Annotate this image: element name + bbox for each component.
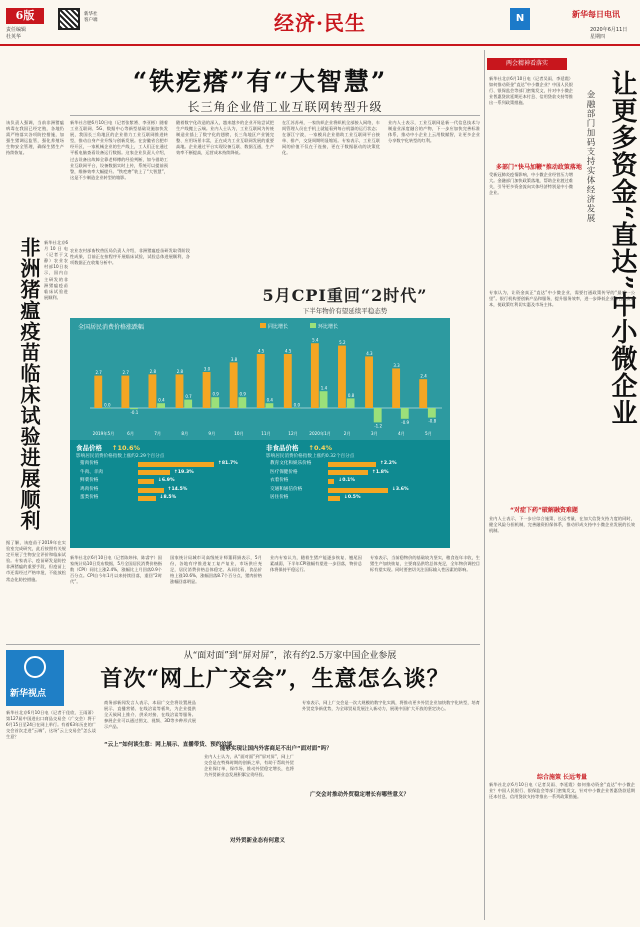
bottom-body-col4: 专家表示，网上广交会是一次大规模的数字化实践，将推动更多外贸企业加快数字化转型，培育外贸竞争新优势，为全球贸易发展注入新动力，展现中国扩大开放的坚定决心。 bbox=[302, 700, 480, 712]
price-row-value: ↓3.6% bbox=[392, 486, 409, 492]
camera-icon bbox=[24, 656, 46, 678]
sidebar-bottom-heading: 综合施策 长远考量 bbox=[536, 774, 588, 781]
chart-bar-yoy[interactable] bbox=[203, 372, 211, 408]
chart-bar-mom[interactable] bbox=[130, 408, 138, 409]
editor-label: 责任编辑 bbox=[6, 27, 27, 33]
price-row-bar bbox=[138, 470, 170, 475]
lead-body-col2: 随着数字化改造的深入，越来越多的企业开始尝试把生产线搬上云端。业内人士认为，工业互联网为传统制造业插上了数字化的翅膀，长三角地区产业链完整、应用场景丰富，正在成为工业互联网发展的重要高地。企业通过平台实现设备互联、数据互通，生产效率不断提高，运营成本持续降低。 bbox=[176, 120, 274, 156]
food-price-rows bbox=[76, 460, 254, 503]
bottom-body-col2: 商务部新闻发言人表示，本届广交会将设置展品展示、直播营销、在线洽谈等板块，为企业提供全天候网上推介、供采对接、在线洽谈等服务。参展企业可以通过图文、视频、3D等多种形式展示产品。 bbox=[104, 700, 196, 730]
date-text: 2020年6月11日 bbox=[590, 27, 628, 33]
price-row-label: 居住价格 bbox=[270, 495, 289, 501]
bottom-subhead-3: 对外贸新业态有何意义 bbox=[230, 838, 286, 844]
food-header-value: ↑10.6% bbox=[112, 444, 140, 452]
nonfood-price-header bbox=[266, 444, 444, 453]
chart-data-label: 2.8 bbox=[149, 368, 157, 374]
bottom-subhead-1: “云上”如何谈生意：网上展示、直播带货、预约洽谈 bbox=[104, 742, 233, 748]
chart-bar-yoy[interactable] bbox=[311, 343, 319, 408]
price-row-value: ↓8.5% bbox=[159, 495, 177, 501]
chart-x-tick-label: 2019年5月 bbox=[92, 431, 115, 436]
chart-data-label: 2.8 bbox=[176, 368, 184, 374]
price-row-label: 医疗保健价格 bbox=[270, 469, 298, 475]
sidebar-body-5: 新华社北京6月10日电（记者吴雨、李延霞）如何推动资金“直达”中小微企业？中国人民银行、银保监会等部门密集发文，针对中小微企业普惠贷款延期还本付息、信用贷款支持等推出一系列政策措施。 bbox=[489, 782, 635, 800]
chart-data-label: -0.1 bbox=[130, 410, 139, 416]
price-row-bar bbox=[328, 496, 340, 501]
price-row-label: 交通和通信价格 bbox=[270, 486, 303, 492]
food-price-subhead: 影响居民消费价格指数上涨约2.29个百分点 bbox=[76, 454, 165, 459]
price-row-bar bbox=[138, 479, 154, 484]
page-number-badge: 6版 bbox=[6, 8, 44, 24]
price-row-label: 蛋类价格 bbox=[80, 495, 99, 501]
left-body-col3: 农业农村部畜牧兽医局负责人介绍，非洲猪瘟疫苗研发取得阶段性成果，目前正在按程序开展临床试验，试验总体进展顺利，各项数据正在收集分析中。 bbox=[70, 248, 190, 266]
left-body-col1: 新华社北京6月10日电（记者于文静）农业农村部10日表示，国内自主研发的非洲猪瘟疫苗临床试验进展顺利。 bbox=[44, 240, 68, 300]
food-price-header bbox=[76, 444, 254, 453]
chart-bar-mom[interactable] bbox=[184, 400, 192, 408]
price-row-value: ↑1.8% bbox=[372, 469, 389, 475]
issue-date bbox=[590, 27, 627, 41]
lead-body-col1: 新华社合肥6月10日电（记者张紫赟、李亚彬）随着工业互联网、5G、数据中心等新型基础设施加快发展，我国长三角地区的企业借力工业互联网推进转型，推动自身产业升级与创新发展。在安徽省合肥市经开区，一家机械企业的生产线上，工人们正在通过平板电脑查看设备运行数据。这家企业负责人介绍，过去设备出故障全靠老师傅的经验判断，如今借助工业互联网平台，设备数据实时上传，系统可以提前预警，维修效率大幅提升。“铁疙瘩”装上了“大智慧”，这是不少制造企业转型的缩影。 bbox=[70, 120, 168, 180]
price-row-label: 猪肉价格 bbox=[80, 461, 99, 466]
chart-bar-yoy[interactable] bbox=[284, 354, 292, 408]
price-row-bar bbox=[328, 462, 376, 467]
qr-caption-line1: 新华社 bbox=[84, 12, 98, 17]
bottom-subhead-4: 广交会对推动外贸稳定增长有哪些意义？ bbox=[310, 792, 410, 798]
chart-x-tick-label: 11月 bbox=[261, 431, 271, 436]
price-row-value: ↓0.5% bbox=[344, 495, 361, 501]
chart-bar-yoy[interactable] bbox=[230, 362, 238, 408]
chart-data-label: 3.0 bbox=[203, 366, 211, 372]
chart-bar-yoy[interactable] bbox=[148, 374, 156, 408]
price-row-bar bbox=[138, 488, 164, 493]
bottom-body-col3: 业内人士认为，从“面对面”到“屏对屏”，网上广交会是在特殊时期的创新之举，有助于帮助外贸企业保订单、保市场，推动外贸稳定增长，也将为外贸新业态发展积累宝贵经验。 bbox=[204, 754, 294, 778]
price-row-label: 衣着价格 bbox=[270, 478, 289, 484]
chart-bar-mom[interactable] bbox=[211, 397, 219, 408]
section-title: 经济·民生 bbox=[274, 11, 366, 35]
price-row-label: 鲜菜价格 bbox=[80, 478, 99, 484]
chart-data-label: 2.7 bbox=[122, 370, 129, 376]
chart-x-tick-label: 12月 bbox=[288, 431, 298, 436]
price-row bbox=[266, 494, 444, 503]
price-row bbox=[266, 469, 444, 478]
chart-data-label: 0.9 bbox=[212, 391, 219, 397]
nonfood-price-column bbox=[266, 444, 444, 503]
chart-x-tick-label: 8月 bbox=[181, 431, 189, 436]
cpi-body-col3: 业内专家认为，随着生猪产能逐步恢复、翘尾因素减弱，下半年CPI涨幅有望进一步回落，物价总体将保持平稳运行。 bbox=[270, 555, 362, 573]
chart-data-label: -0.9 bbox=[401, 419, 410, 425]
price-row bbox=[266, 460, 444, 469]
price-row-bar bbox=[328, 488, 388, 493]
lead-body-col3: 在江苏苏州，一家纺织企业将织机全部接入网络，车间管理人员在手机上就能看到每台机器的运行状态；在浙江宁波，一家模具企业借助工业互联网平台接单、排产，交货周期明显缩短。专家表示，工业互联网的价值不仅在于连接，更在于数据驱动的决策优化。 bbox=[282, 120, 380, 156]
price-row-label: 教育文化和娱乐价格 bbox=[270, 461, 312, 466]
price-row-bar bbox=[328, 479, 334, 484]
chart-data-label: 0.9 bbox=[239, 391, 246, 397]
chart-bar-yoy[interactable] bbox=[257, 354, 265, 408]
chart-x-tick-label: 7月 bbox=[154, 431, 162, 436]
chart-data-label: 0.8 bbox=[347, 392, 355, 398]
chart-data-label: 4.3 bbox=[366, 350, 373, 356]
chart-x-tick-label: 2020年1月 bbox=[309, 431, 332, 436]
left-body-top: 该负责人强调，当前非洲猪瘟病毒在我国已经定殖，各地仍需严格落实各项防控措施，加强生猪调运监管，强化养殖场生物安全管理，确保生猪生产持续恢复。 bbox=[6, 120, 64, 156]
food-price-column bbox=[76, 444, 254, 503]
chart-bar-yoy[interactable] bbox=[94, 376, 102, 408]
price-row bbox=[76, 486, 254, 495]
price-row bbox=[76, 460, 254, 469]
bottom-body-col1: 新华社北京6月10日电（记者于佳欣、王雨萧）第127届中国进出口商品交易会（广交会）将于6月15日至24日在网上举行。有着63年历史的广交会首次走进“云端”，这场“云上交易会”怎么谈生意？ bbox=[6, 710, 96, 740]
logo-icon: N bbox=[510, 8, 530, 30]
chart-data-label: 0.0 bbox=[293, 402, 301, 408]
price-row-value: ↑14.5% bbox=[167, 486, 188, 492]
price-row bbox=[266, 477, 444, 486]
weekday-text: 星期四 bbox=[590, 34, 606, 40]
price-row bbox=[76, 469, 254, 478]
pig-vaccine-headline[interactable]: 非洲猪瘟疫苗临床试验进展顺利 bbox=[17, 237, 41, 531]
bottom-subhead-2: 能够实现让国内外客商足不出户“面对面”吗？ bbox=[220, 746, 332, 752]
chart-bar-yoy[interactable] bbox=[121, 376, 129, 408]
chart-x-tick-label: 3月 bbox=[370, 431, 378, 436]
chart-data-label: 0.4 bbox=[266, 397, 273, 403]
bottom-headline[interactable]: 首次“网上广交会”，生意怎么谈？ bbox=[100, 666, 450, 692]
chart-data-label: 4.5 bbox=[285, 348, 292, 354]
chart-data-label: 2.4 bbox=[420, 373, 427, 379]
bottom-kicker: 从“面对面”到“屏对屏”，浓有约2.5万家中国企业参展 bbox=[183, 651, 397, 661]
chart-data-label: 0.7 bbox=[185, 394, 192, 400]
chart-data-label: 5.4 bbox=[312, 337, 319, 343]
chart-x-tick-label: 9月 bbox=[208, 431, 216, 436]
sidebar-subhead-2: “对症下药”破解融资难题 bbox=[510, 507, 578, 514]
qr-caption-line2: 客户端 bbox=[84, 18, 98, 23]
chart-bar-yoy[interactable] bbox=[338, 346, 346, 408]
chart-bar-mom[interactable] bbox=[265, 403, 273, 408]
sidebar-body-2: 受新冠肺炎疫情影响，中小微企业经营压力增大。金融部门加快政策落地，帮助企业渡过难关，引导更多资金流向实体经济特别是中小微企业。 bbox=[489, 172, 573, 196]
qr-code-icon[interactable] bbox=[58, 8, 80, 30]
cpi-body-col4: 专家表示，当前稳物价的基础较为坚实，粮食连年丰收，生猪生产加快恢复，主要商品供给总体充足，全年物价调控目标有望实现。同时要密切关注国际输入性因素的影响。 bbox=[370, 555, 480, 573]
chart-bar-mom[interactable] bbox=[238, 397, 246, 408]
chart-x-tick-label: 2月 bbox=[343, 431, 351, 436]
cpi-subheadline: 下半年物价有望延续平稳态势 bbox=[302, 307, 388, 315]
sidebar-subheadline: 金融部门加码支持实体经济发展 bbox=[585, 90, 595, 223]
chart-x-tick-label: 6月 bbox=[127, 431, 135, 436]
chart-bar-yoy[interactable] bbox=[176, 374, 184, 408]
chart-data-label: 2.7 bbox=[95, 370, 102, 376]
price-row-value: ↑81.7% bbox=[218, 461, 238, 466]
lead-subheadline: 长三角企业借工业互联网转型升级 bbox=[187, 100, 383, 114]
chart-data-label: 3.3 bbox=[393, 362, 400, 368]
sidebar-body-4: 业内人士表示，下一步应综合施策、长远考量，在加大信贷支持力度的同时，健全风险分担机制，完善融资担保体系，推动形成支持中小微企业发展的长效机制。 bbox=[489, 516, 635, 534]
chart-bar-mom[interactable] bbox=[320, 391, 328, 408]
photo-tag-label: 新华视点 bbox=[10, 689, 47, 699]
chart-bar-yoy[interactable] bbox=[419, 379, 427, 408]
price-row-bar bbox=[328, 470, 368, 475]
price-row bbox=[266, 486, 444, 495]
price-row-label: 牛肉、羊肉 bbox=[80, 469, 103, 475]
price-row-value: ↑2.2% bbox=[380, 461, 397, 466]
price-breakdown-panel bbox=[70, 440, 450, 548]
chart-data-label: 0.0 bbox=[104, 402, 111, 408]
chart-bar-mom[interactable] bbox=[103, 408, 111, 409]
nonfood-price-rows bbox=[266, 460, 444, 503]
cpi-body-col1: 新华社北京6月10日电（记者陈炜伟、陈睿宇）国家统计局10日发布数据，5月全国居民消费价格指数（CPI）同比上涨2.4%，涨幅比上月回落0.9个百分点。CPI自今年1月以来持续回落，重回“2时代”。 bbox=[70, 555, 162, 585]
chart-x-tick-label: 5月 bbox=[425, 431, 432, 436]
chart-data-label: 3.8 bbox=[230, 356, 238, 362]
price-row bbox=[76, 477, 254, 486]
chart-bar-mom[interactable] bbox=[157, 403, 165, 408]
chart-x-tick-label: 10月 bbox=[234, 431, 244, 436]
cpi-body-col2: 国家统计局城市司高级统计师董莉娟表示，5月份，各地有序推进复工复产复业，市场供应充足，居民消费价格总体稳定。从同比看，食品价格上涨10.6%，涨幅回落8.7个百分点，猪肉价格涨幅回落明显。 bbox=[170, 555, 262, 585]
chart-data-label: 5.2 bbox=[339, 340, 346, 346]
chart-bar-mom[interactable] bbox=[374, 408, 382, 422]
chart-bar-yoy[interactable] bbox=[365, 356, 373, 408]
legend-label-yoy: 同比增长 bbox=[268, 324, 289, 330]
editor-credit bbox=[6, 27, 26, 41]
lead-body-col4: 业内人士表示，工业互联网是新一代信息技术与制造业深度融合的产物，下一步应加快完善标准体系，推动中小企业上云用数赋智，让更多企业分享数字化转型的红利。 bbox=[388, 120, 480, 144]
chart-data-label: 1.4 bbox=[320, 385, 328, 391]
chart-bar-mom[interactable] bbox=[428, 408, 436, 418]
chart-data-label: -1.2 bbox=[374, 423, 383, 429]
nonfood-header-value: ↑0.4% bbox=[308, 444, 332, 452]
lead-headline[interactable]: “铁疙瘩”有“大智慧” bbox=[132, 67, 388, 96]
sidebar-subhead-1: 多部门“快马加鞭”推动政策落地 bbox=[496, 164, 582, 171]
price-row-bar bbox=[138, 462, 214, 467]
chart-bar-mom[interactable] bbox=[293, 408, 301, 409]
legend-swatch-yoy bbox=[260, 323, 266, 328]
cpi-headline[interactable]: 5月CPI重回“2时代” bbox=[262, 286, 428, 305]
chart-title: 全国居民消费价格涨跌幅 bbox=[78, 324, 145, 331]
sidebar-body-3: 专家认为，让资金真正“直达”中小微企业，需要打通政策传导的“最后一公里”。银行机构要创新产品和服务，提升服务效率，进一步降低企业综合融资成本，使政策红利切实惠及市场主体。 bbox=[489, 290, 635, 308]
left-body-col2: 据了解，该疫苗于2019年在实验室完成研究，此后按照有关规定开展了生物安全评价和临床试验。专家表示，疫苗研发是防控非洲猪瘟的重要手段，但疫苗上市还需经过严格审批，不能放松常态化防控措施。 bbox=[6, 540, 66, 582]
chart-bar-mom[interactable] bbox=[347, 398, 355, 408]
legend-label-mom: 环比增长 bbox=[318, 324, 339, 330]
price-row-value: ↑19.3% bbox=[174, 469, 194, 475]
price-row-value: ↓6.9% bbox=[158, 478, 175, 484]
chart-data-label: -0.8 bbox=[428, 418, 437, 424]
price-row-label: 鸡肉价格 bbox=[80, 486, 99, 492]
legend-swatch-mom bbox=[310, 323, 316, 328]
nonfood-header-label: 非食品价格 bbox=[266, 444, 299, 452]
chart-bar-mom[interactable] bbox=[401, 408, 409, 419]
price-row bbox=[76, 494, 254, 503]
price-row-value: ↓0.1% bbox=[338, 478, 355, 484]
sidebar-headline[interactable]: 让更多资金“直达”中小微企业 bbox=[607, 70, 637, 426]
price-row-bar bbox=[138, 496, 156, 501]
editor-name: 杜英华 bbox=[6, 34, 22, 40]
news-photo-tag bbox=[6, 650, 64, 706]
chart-data-label: 4.5 bbox=[257, 348, 265, 354]
chart-x-tick-label: 4月 bbox=[397, 431, 405, 436]
chart-bar-yoy[interactable] bbox=[392, 368, 400, 408]
sidebar-body-1: 新华社北京6月10日电（记者吴雨、李延霞）如何推动资金“直达”中小微企业？中国人民银行、银保监会等部门密集发文，针对中小微企业普惠贷款延期还本付息、信用贷款支持等推出一系列政策措施。 bbox=[489, 76, 573, 106]
food-header-label: 食品价格 bbox=[76, 444, 102, 452]
qr-caption bbox=[84, 12, 98, 24]
cpi-bar-chart bbox=[70, 318, 450, 440]
page-header bbox=[0, 0, 640, 46]
chart-data-label: 0.4 bbox=[158, 397, 165, 403]
nonfood-price-subhead: 影响居民消费价格指数上涨约0.32个百分点 bbox=[266, 454, 355, 459]
newspaper-name: 新华每日电讯 bbox=[572, 9, 620, 19]
sidebar-tag: 两会精神看落实 bbox=[487, 58, 567, 70]
